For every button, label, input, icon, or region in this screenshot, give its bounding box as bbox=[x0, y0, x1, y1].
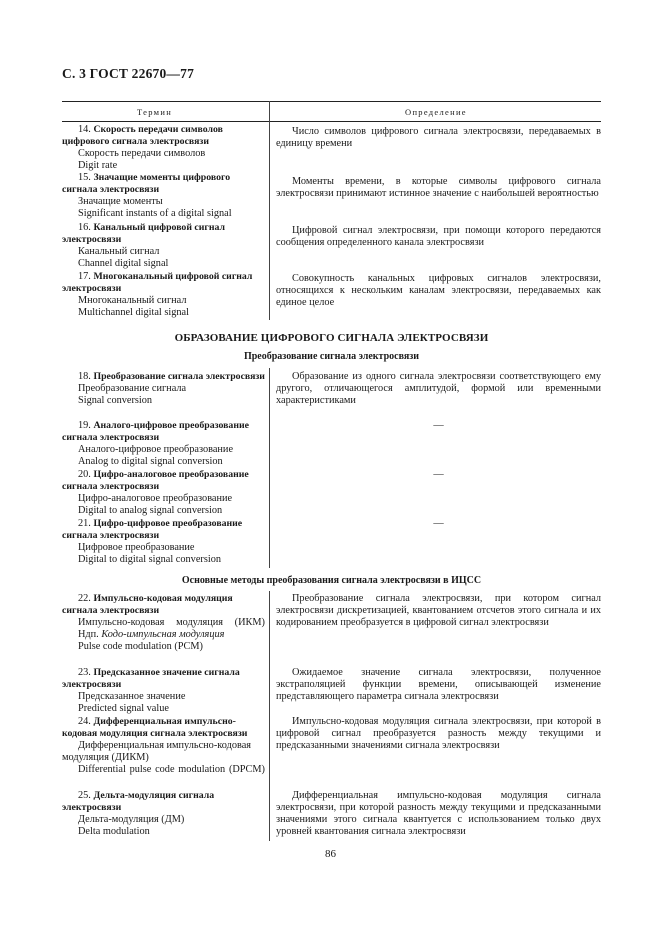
table-header-rule bbox=[62, 121, 601, 122]
definition-20: — bbox=[433, 469, 444, 480]
term-number: 20. bbox=[78, 469, 91, 480]
term-number: 15. bbox=[78, 172, 91, 183]
term-short: Импульсно-кодовая модуляция (ИКМ) bbox=[78, 617, 265, 629]
term-number: 19. bbox=[78, 420, 91, 431]
term-short: Многоканальный сигнал bbox=[78, 295, 187, 307]
definition-23: Ожидаемое значение сигнала электросвязи, полученное экстраполяцией функции времени, описывающей изменение представляющего параметра сигнала электросвязи bbox=[276, 667, 601, 703]
column-header-term: Термин bbox=[137, 107, 173, 117]
term-english: Digit rate bbox=[78, 160, 118, 172]
term-entry-25 bbox=[62, 790, 265, 838]
term-english: Multichannel digital signal bbox=[78, 307, 189, 319]
term-english: Delta modulation bbox=[78, 826, 150, 838]
definition-16: Цифровой сигнал электросвязи, при помощи которого передаются сообщения определенного канала электросвязи bbox=[276, 225, 601, 249]
term-number: 17. bbox=[78, 271, 91, 282]
definition-19: — bbox=[433, 420, 444, 431]
term-name: Значащие моменты цифрового сигнала электросвязи bbox=[62, 172, 231, 196]
definition-14: Число символов цифрового сигнала электросвязи, передаваемых в единицу времени bbox=[276, 126, 601, 150]
term-short: Предсказанное значение bbox=[78, 691, 186, 703]
term-english: Predicted signal value bbox=[78, 703, 169, 715]
section-subtitle: Основные методы преобразования сигнала электросвязи в ИЦСС bbox=[181, 575, 482, 586]
term-entry-19 bbox=[62, 420, 265, 468]
term-name: Преобразование сигнала электросвязи bbox=[93, 371, 265, 382]
definition-25: Дифференциальная импульсно-кодовая модуляция сигнала электросвязи, при которой разность между текущими и предсказанными значениями этого сигнала квантуется с использованием только двух уровней квантования сигнала электросвязи bbox=[276, 790, 601, 838]
term-number: 22. bbox=[78, 593, 91, 604]
term-name: Предсказанное значение сигнала электросвязи bbox=[62, 667, 240, 691]
term-name: Канальный цифровой сигнал электросвязи bbox=[62, 222, 225, 246]
term-number: 23. bbox=[78, 667, 91, 678]
term-short: Преобразование сигнала bbox=[78, 383, 187, 395]
term-number: 18. bbox=[78, 371, 91, 382]
term-short: Цифро-аналоговое преобразование bbox=[78, 493, 233, 505]
term-name: Дельта-модуляция сигнала электросвязи bbox=[62, 790, 215, 814]
term-english: Channel digital signal bbox=[78, 258, 169, 270]
term-entry-22 bbox=[62, 593, 265, 653]
term-entry-17 bbox=[62, 271, 265, 319]
term-english: Pulse code modulation (PCM) bbox=[78, 641, 203, 653]
definition-24: Импульсно-кодовая модуляция сигнала электросвязи, при которой в цифровой сигнал преобразуется разность между текущими и предсказанными значениями сигнала электросвязи bbox=[276, 716, 601, 752]
term-short: Значащие моменты bbox=[78, 196, 163, 208]
term-short: Канальный сигнал bbox=[78, 246, 160, 258]
column-divider bbox=[269, 368, 270, 568]
term-name: Скорость передачи символов цифрового сигнала электросвязи bbox=[62, 124, 223, 148]
term-entry-20 bbox=[62, 469, 265, 517]
term-short: Дельта-модуляция (ДМ) bbox=[78, 814, 185, 826]
term-number: 21. bbox=[78, 518, 91, 529]
term-english: Signal conversion bbox=[78, 395, 153, 407]
term-short: Скорость передачи символов bbox=[78, 148, 206, 160]
term-name: Цифро-аналоговое преобразование сигнала электросвязи bbox=[62, 469, 249, 493]
term-deprecated: Ндп. Кодо-импульсная модуляция bbox=[78, 629, 225, 641]
page-header: С. 3 ГОСТ 22670—77 bbox=[62, 66, 195, 81]
term-number: 24. bbox=[78, 716, 91, 727]
page-number: 86 bbox=[325, 848, 336, 860]
term-entry-15 bbox=[62, 172, 265, 220]
term-english: Analog to digital signal conversion bbox=[78, 456, 223, 468]
term-name: Аналого-цифровое преобразование сигнала электросвязи bbox=[62, 420, 249, 444]
term-number: 14. bbox=[78, 124, 91, 135]
term-entry-14 bbox=[62, 124, 265, 172]
term-short: Аналого-цифровое преобразование bbox=[78, 444, 234, 456]
term-english: Differential pulse code modulation (DPCM) bbox=[78, 764, 265, 776]
term-number: 16. bbox=[78, 222, 91, 233]
term-entry-18 bbox=[62, 371, 265, 407]
definition-18: Образование из одного сигнала электросвязи соответствующего ему другого, отличающегося амплитудой, формой или временными характеристиками bbox=[276, 371, 601, 407]
header-column-divider bbox=[269, 101, 270, 121]
term-name: Дифференциальная импульсно-кодовая модуляция сигнала электросвязи bbox=[62, 716, 248, 740]
term-short: Цифровое преобразование bbox=[78, 542, 195, 554]
column-divider bbox=[269, 121, 270, 320]
term-number: 25. bbox=[78, 790, 91, 801]
term-english: Digital to analog signal conversion bbox=[78, 505, 223, 517]
definition-21: — bbox=[433, 518, 444, 529]
term-entry-24 bbox=[62, 716, 265, 776]
term-entry-16 bbox=[62, 222, 265, 270]
term-name: Импульсно-кодовая модуляция сигнала электросвязи bbox=[62, 593, 233, 617]
term-english: Digital to digital signal conversion bbox=[78, 554, 221, 566]
term-entry-23 bbox=[62, 667, 265, 715]
section-title: ОБРАЗОВАНИЕ ЦИФРОВОГО СИГНАЛА ЭЛЕКТРОСВЯЗИ bbox=[174, 332, 489, 344]
term-name: Цифро-цифровое преобразование сигнала электросвязи bbox=[62, 518, 243, 542]
column-divider bbox=[269, 591, 270, 841]
definition-22: Преобразование сигнала электросвязи, при котором сигнал электросвязи дискретизацией, квантованием отсчетов этого сигнала и их кодированием преобразуется в цифровой сигнал электросвязи bbox=[276, 593, 601, 629]
section-subtitle: Преобразование сигнала электросвязи bbox=[243, 351, 420, 362]
definition-15: Моменты времени, в которые символы цифрового сигнала электросвязи принимают истинное значение с наибольшей вероятностью bbox=[276, 176, 601, 200]
term-name: Многоканальный цифровой сигнал электросвязи bbox=[62, 271, 253, 295]
column-header-definition: Определение bbox=[405, 107, 467, 117]
term-entry-21 bbox=[62, 518, 265, 566]
term-english: Significant instants of a digital signal bbox=[78, 208, 232, 220]
table-top-rule bbox=[62, 101, 601, 102]
term-short: Дифференциальная импульсно-кодовая модуляция (ДИКМ) bbox=[62, 740, 252, 764]
definition-17: Совокупность канальных цифровых сигналов электросвязи, относящихся к нескольким каналам электросвязи, передаваемых как единое целое bbox=[276, 273, 601, 309]
